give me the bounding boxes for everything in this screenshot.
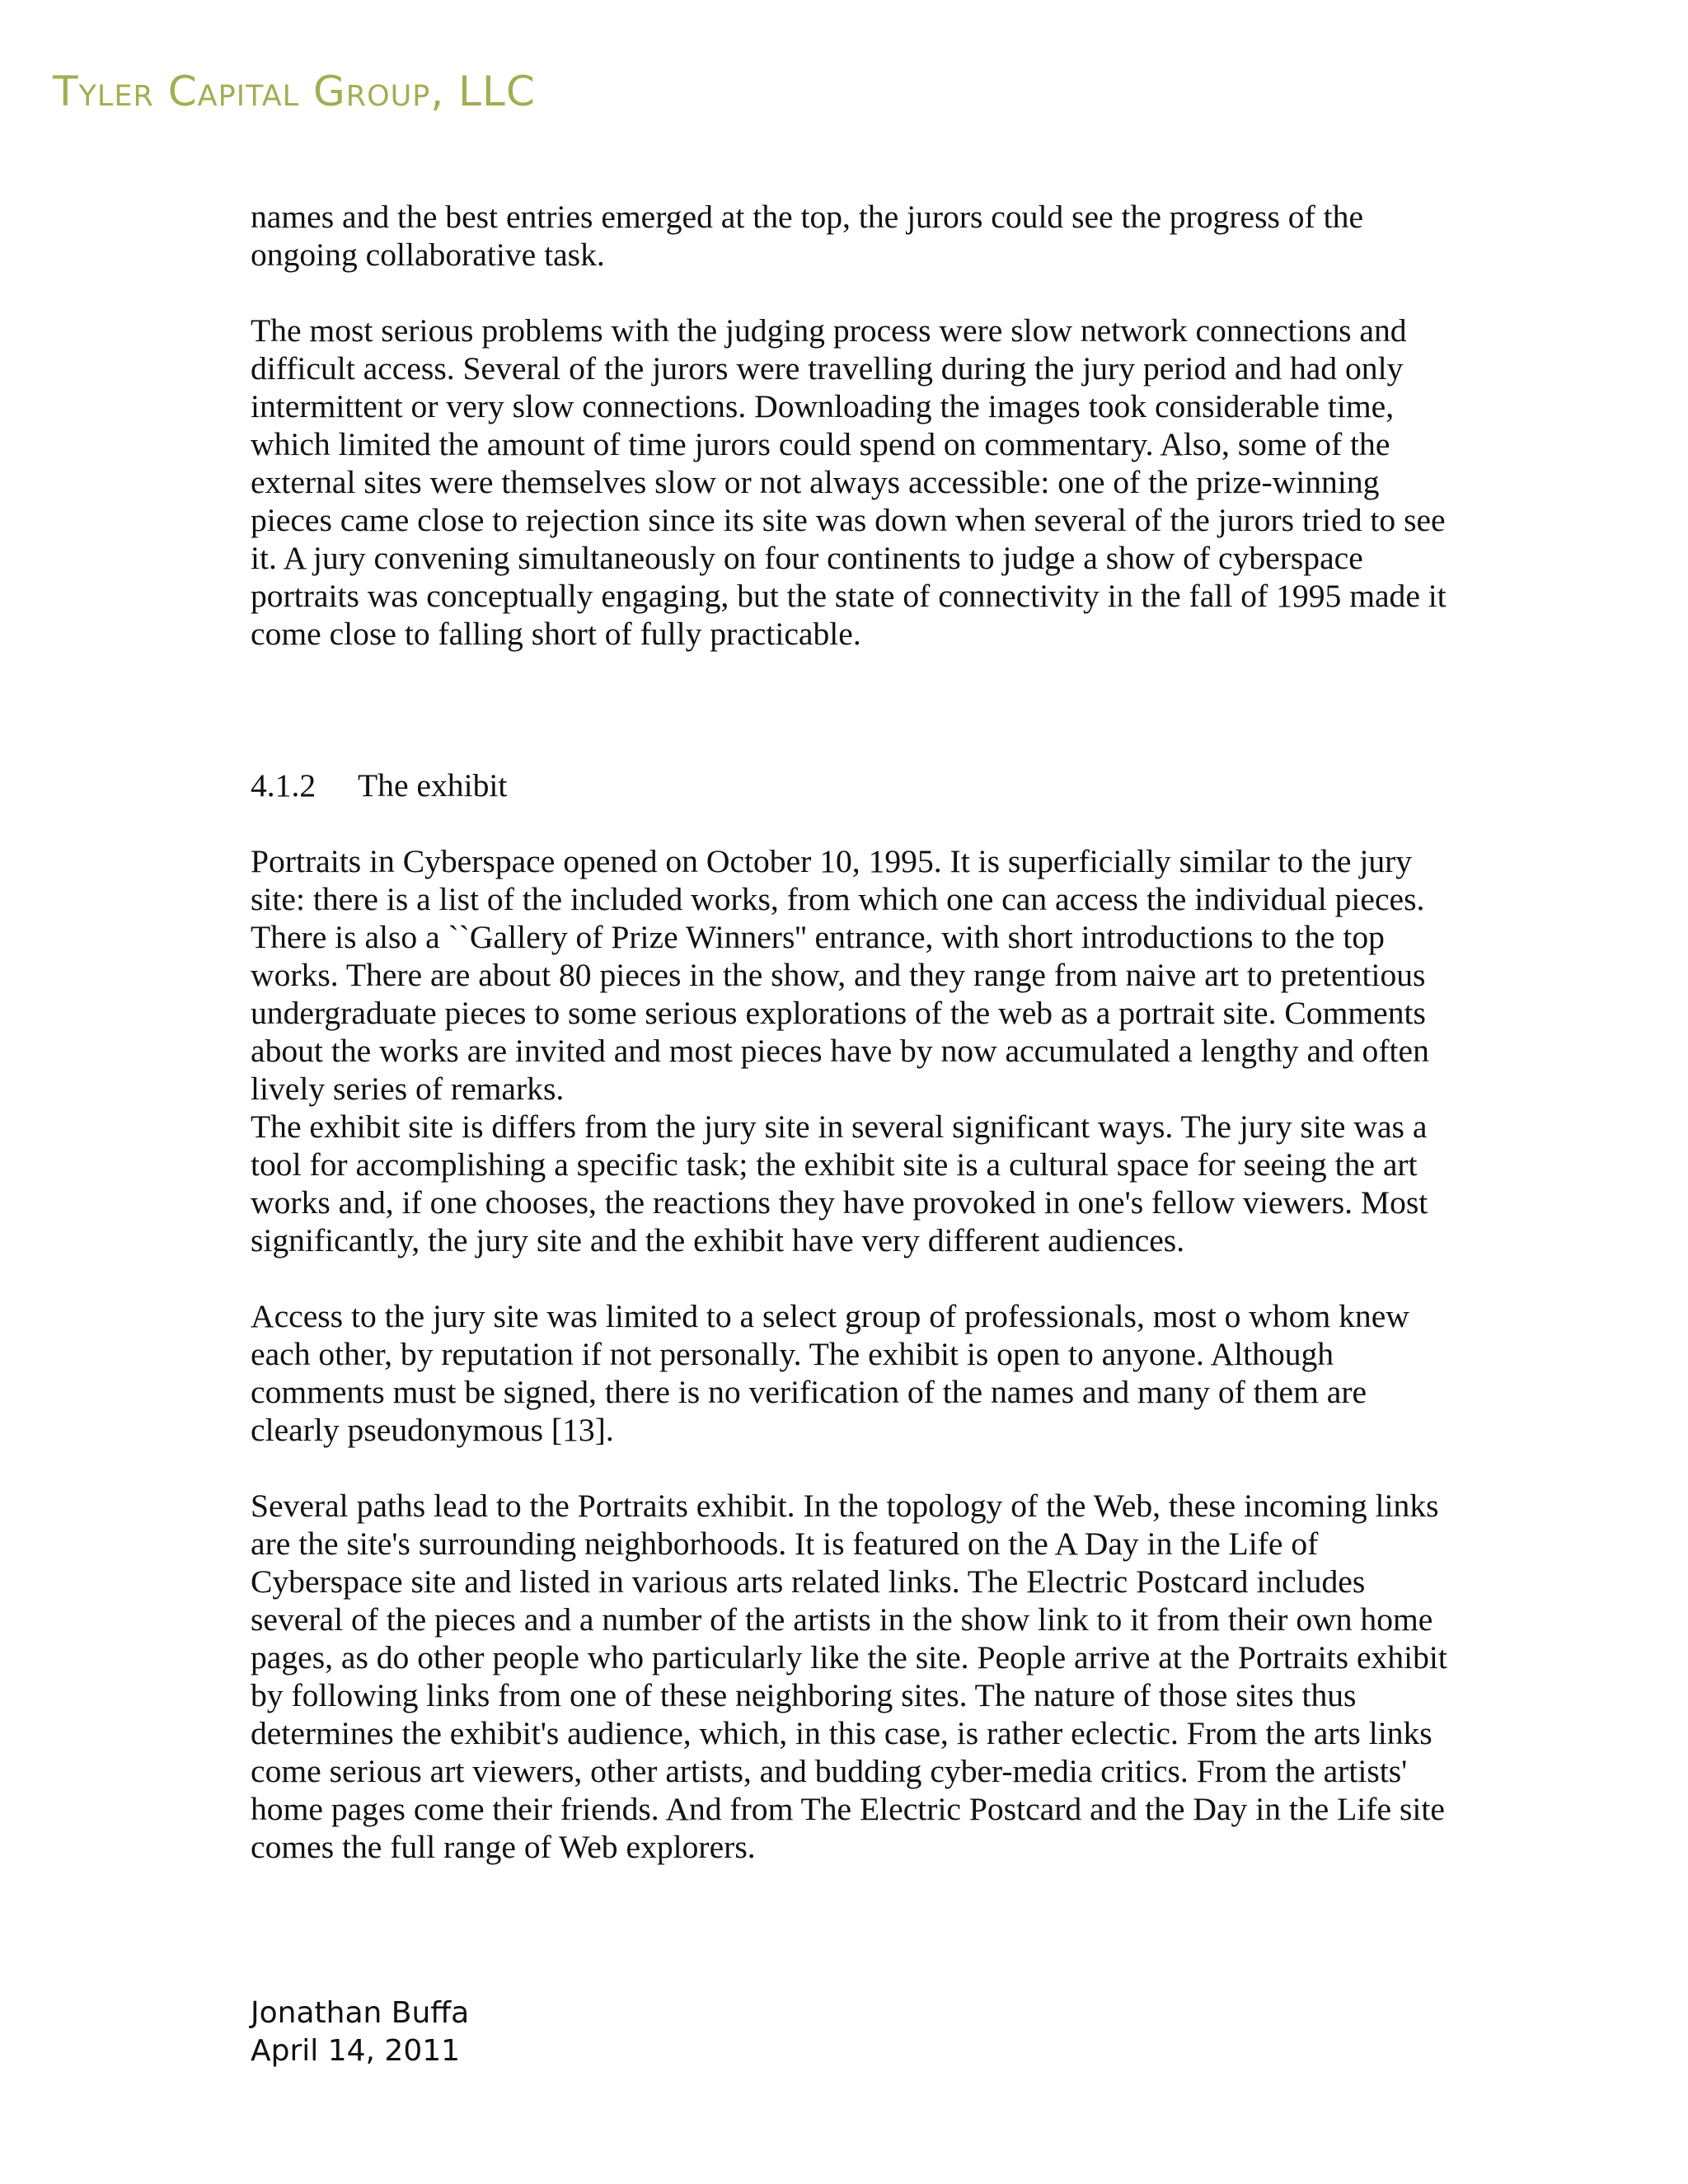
body-paragraph: names and the best entries emerged at the top, the jurors could see the progress of the ongoing collaborative task.	[251, 199, 1364, 273]
company-header: Tyler Capital Group, LLC	[53, 68, 536, 115]
document-body	[251, 198, 1454, 1866]
body-paragraph: The exhibit site is differs from the jury site in several significant ways. The jury site was a tool for accomplishing a specific task; the exhibit site is a cultural space for seeing the art works and, if one chooses, the reactions they have provoked in one's fellow viewers. Most significantly, the jury site and the exhibit have very different audiences.	[251, 1108, 1428, 1258]
section-number: 4.1.2	[251, 767, 316, 804]
signature-date: April 14, 2011	[251, 2034, 461, 2068]
section-title: The exhibit	[358, 767, 508, 804]
author-name: Jonathan Buffa	[251, 1996, 470, 2030]
body-paragraph: The most serious problems with the judging process were slow network connections and difficult access. Several of the jurors were travelling during the jury period and had only intermittent or very slow connections. Downloading the images took considerable time, which limited the amount of time jurors could spend on commentary. Also, some of the external sites were themselves slow or not always accessible: one of the prize-winning pieces came close to rejection since its site was down when several of the jurors tried to see it. A jury convening simultaneously on four continents to judge a show of cyberspace portraits was conceptually engaging, but the state of connectivity in the fall of 1995 made it come close to falling short of fully practicable.	[251, 312, 1447, 652]
body-paragraph: Access to the jury site was limited to a select group of professionals, most o whom knew each other, by reputation if not personally. The exhibit is open to anyone. Although comments must be signed, there is no verification of the names and many of them are clearly pseudonymous [13].	[251, 1298, 1409, 1448]
signature-block	[251, 1994, 469, 2070]
section-heading	[251, 766, 1454, 804]
body-paragraph: Portraits in Cyberspace opened on October 10, 1995. It is superficially similar to the jury site: there is a list of the included works, from which one can access the individual pieces. There is also a ``Gallery of Prize Winners'' entrance, with short introductions to the top works. There are about 80 pieces in the show, and they range from naive art to pretentious undergraduate pieces to some serious explorations of the web as a portrait site. Comments about the works are invited and most pieces have by now accumulated a lengthy and often lively series of remarks.	[251, 843, 1429, 1107]
body-paragraph: Several paths lead to the Portraits exhibit. In the topology of the Web, these incoming links are the site's surrounding neighborhoods. It is featured on the A Day in the Life of Cyberspace site and listed in various arts related links. The Electric Postcard includes several of the pieces and a number of the artists in the show link to it from their own home pages, as do other people who particularly like the site. People arrive at the Portraits exhibit by following links from one of these neighboring sites. The nature of those sites thus determines the exhibit's audience, which, in this case, is rather eclectic. From the arts links come serious art viewers, other artists, and budding cyber-media critics. From the artists' home pages come their friends. And from The Electric Postcard and the Day in the Life site comes the full range of Web explorers.	[251, 1488, 1447, 1865]
